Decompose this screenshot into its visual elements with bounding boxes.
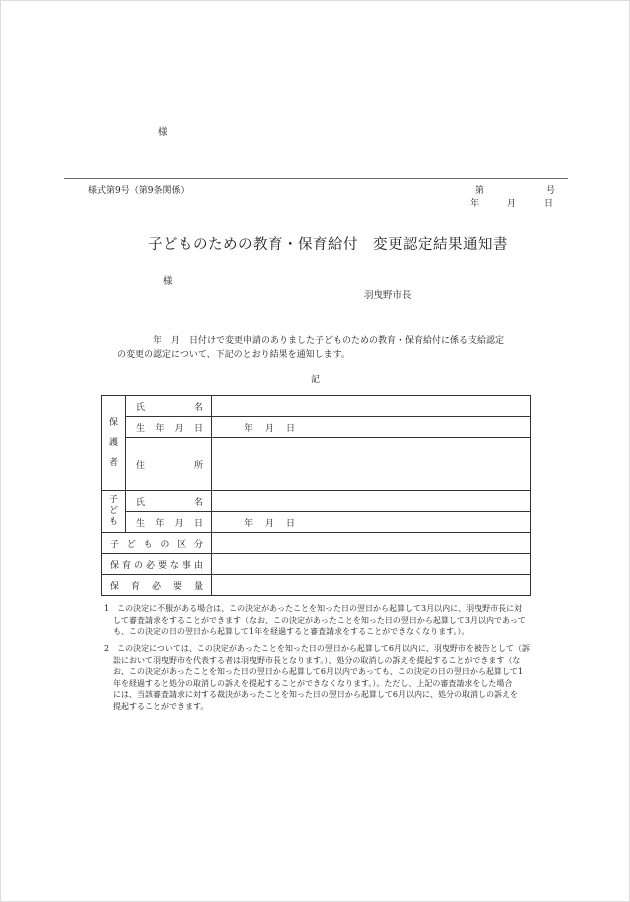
child-dob-label: 生 年 月 日 — [126, 512, 212, 533]
table-row — [102, 491, 531, 512]
header-rule — [64, 178, 568, 179]
table-row — [102, 438, 531, 491]
child-group-label: 子 ど も — [102, 491, 126, 533]
care-amount-value[interactable] — [212, 575, 531, 596]
child-name-label: 氏 名 — [126, 491, 212, 512]
child-dob-value[interactable]: 年 月 日 — [212, 512, 531, 533]
date-month-label: 月 — [507, 199, 517, 209]
guardian-dob-label: 生 年 月 日 — [126, 417, 212, 438]
care-amount-label: 保 育 必 要 量 — [102, 575, 212, 596]
document-number-go: 号 — [546, 186, 556, 196]
guardian-name-label: 氏 名 — [126, 396, 212, 417]
table-row — [102, 512, 531, 533]
table-row — [102, 417, 531, 438]
ki-marker: 記 — [311, 375, 321, 385]
child-name-value[interactable] — [212, 491, 531, 512]
certification-table — [101, 395, 531, 596]
date-year-label: 年 — [470, 199, 480, 209]
table-row — [102, 396, 531, 417]
guardian-address-value[interactable] — [212, 438, 531, 491]
document-number-dai: 第 — [475, 186, 485, 196]
body-text-line1: 年 月 日付けで変更申請のありました子どものための教育・保育給付に係る支給認定 — [153, 336, 505, 346]
note-1: 1 この決定に不服がある場合は、この決定があったことを知った日の翌日から起算して3月以内に、羽曳野市長に対 して審査請求をすることができます（なお、この決定があったことを知った日の翌日から起算して3月以内であって も、この決定の日の翌日から起算して1年を経過すると審査請求をすることができなくなります。）。 — [104, 604, 526, 636]
child-category-value[interactable] — [212, 533, 531, 554]
addressee-sama: 様 — [163, 276, 173, 287]
guardian-address-label: 住 所 — [126, 438, 212, 491]
note-2: 2 この決定については、この決定があったことを知った日の翌日から起算して6月以内に、羽曳野市を被告として（訴 訟において羽曳野市を代表する者は羽曳野市長となります。）、処分の取消しの訴えを提起することができます（な お、この決定があったことを知った日の翌日から起算して6月以内であっても、この決定の日の翌日から起算して1 年を経過すると処分の取消しの訴えを提起することができなくなります。）。ただし、上記の審査請求をした場合 には、当該審査請求に対する裁決があったことを知った日の翌日から起算して6月以内に、処分の取消しの訴えを 提起することができます。 — [104, 644, 530, 711]
form-number: 様式第9号（第9条関係） — [88, 186, 190, 196]
table-row — [102, 554, 531, 575]
date-day-label: 日 — [544, 199, 554, 209]
table-row — [102, 575, 531, 596]
guardian-group-label: 保 護 者 — [102, 396, 126, 491]
body-text-line2: の変更の認定について、下記のとおり結果を通知します。 — [117, 350, 350, 360]
document-title: 子どものための教育・保育給付 変更認定結果通知書 — [148, 237, 508, 253]
care-reason-value[interactable] — [212, 554, 531, 575]
guardian-dob-value[interactable]: 年 月 日 — [212, 417, 531, 438]
issuer-mayor: 羽曳野市長 — [364, 290, 412, 301]
guardian-name-value[interactable] — [212, 396, 531, 417]
child-category-label: 子 ど も の 区 分 — [102, 533, 212, 554]
top-addressee-sama: 様 — [158, 127, 168, 138]
care-reason-label: 保 育 の 必 要 な 事 由 — [102, 554, 212, 575]
table-row — [102, 533, 531, 554]
